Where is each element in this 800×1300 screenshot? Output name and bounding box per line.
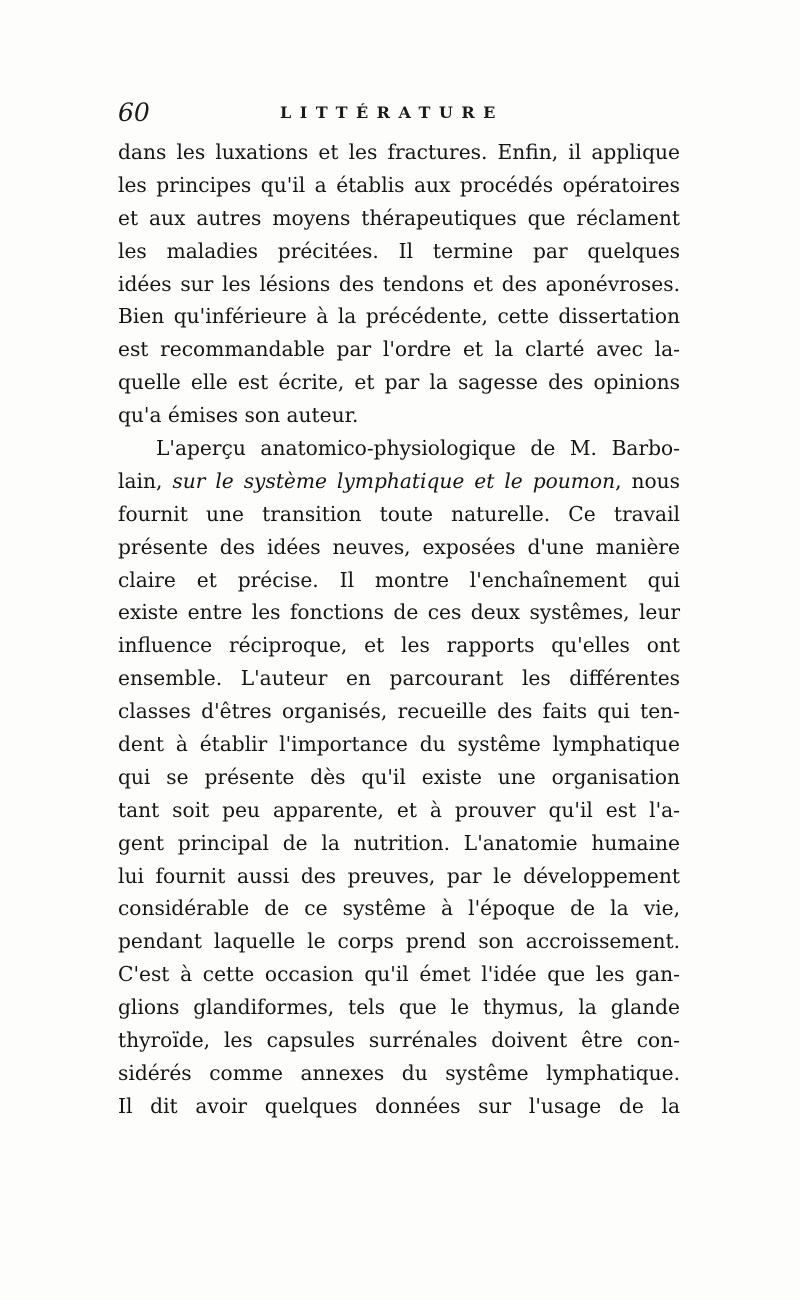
text-line: idées sur les lésions des tendons et des aponévroses.: [118, 271, 680, 296]
running-title: LITTÉRATURE: [280, 103, 504, 122]
paragraph-start-line: L'aperçu anatomico-physiologique de M. Barbo-: [156, 436, 680, 461]
text-line: existe entre les fonctions de ces deux systêmes, leur: [118, 600, 680, 625]
text-line: les principes qu'il a établis aux procédés opératoires: [118, 172, 680, 197]
text-line: thyroïde, les capsules surrénales doivent être con-: [118, 1028, 680, 1053]
text-line-with-title: [118, 465, 680, 498]
text-line: Bien qu'inférieure à la précédente, cette dissertation: [118, 304, 680, 329]
page-header: [118, 98, 678, 132]
text-line: claire et précise. Il montre l'enchaînement qui: [118, 567, 680, 592]
text-line: lui fournit aussi des preuves, par le développement: [118, 863, 680, 888]
text-line: classes d'êtres organisés, recueille des faits qui ten-: [118, 699, 680, 724]
text-line: ensemble. L'auteur en parcourant les différentes: [118, 666, 680, 691]
text-line: considérable de ce systême à l'époque de la vie,: [118, 896, 680, 921]
text-line: glions glandiformes, tels que le thymus, la glande: [118, 995, 680, 1020]
body-text: [118, 136, 680, 1123]
text-line: tant soit peu apparente, et à prouver qu'il est l'a-: [118, 797, 680, 822]
text-line: présente des idées neuves, exposées d'une manière: [118, 534, 680, 559]
text-line: C'est à cette occasion qu'il émet l'idée que les gan-: [118, 962, 680, 987]
text-line: et aux autres moyens thérapeutiques que réclament: [118, 205, 680, 230]
text-segment: lain,: [118, 468, 173, 493]
text-line: les maladies précitées. Il termine par quelques: [118, 238, 680, 263]
paragraph-end-line: qu'a émises son auteur.: [118, 403, 359, 428]
text-line: fournit une transition toute naturelle. Ce travail: [118, 501, 680, 526]
text-line: Il dit avoir quelques données sur l'usage de la: [118, 1093, 680, 1118]
page-number: 60: [118, 98, 150, 127]
work-title: sur le système lymphatique et le poumon: [172, 468, 616, 493]
text-line: est recommandable par l'ordre et la clarté avec la-: [118, 337, 680, 362]
text-line: quelle elle est écrite, et par la sagesse des opinions: [118, 370, 680, 395]
text-line: gent principal de la nutrition. L'anatomie humaine: [118, 830, 680, 855]
text-line: influence réciproque, et les rapports qu'elles ont: [118, 633, 680, 658]
text-line: qui se présente dès qu'il existe une organisation: [118, 764, 680, 789]
text-line: sidérés comme annexes du systême lymphatique.: [118, 1060, 680, 1085]
text-line: pendant laquelle le corps prend son accroissement.: [118, 929, 680, 954]
text-line: dans les luxations et les fractures. Enfin, il applique: [118, 140, 680, 164]
text-line: dent à établir l'importance du systême lymphatique: [118, 732, 680, 757]
text-segment: , nous: [615, 468, 680, 493]
